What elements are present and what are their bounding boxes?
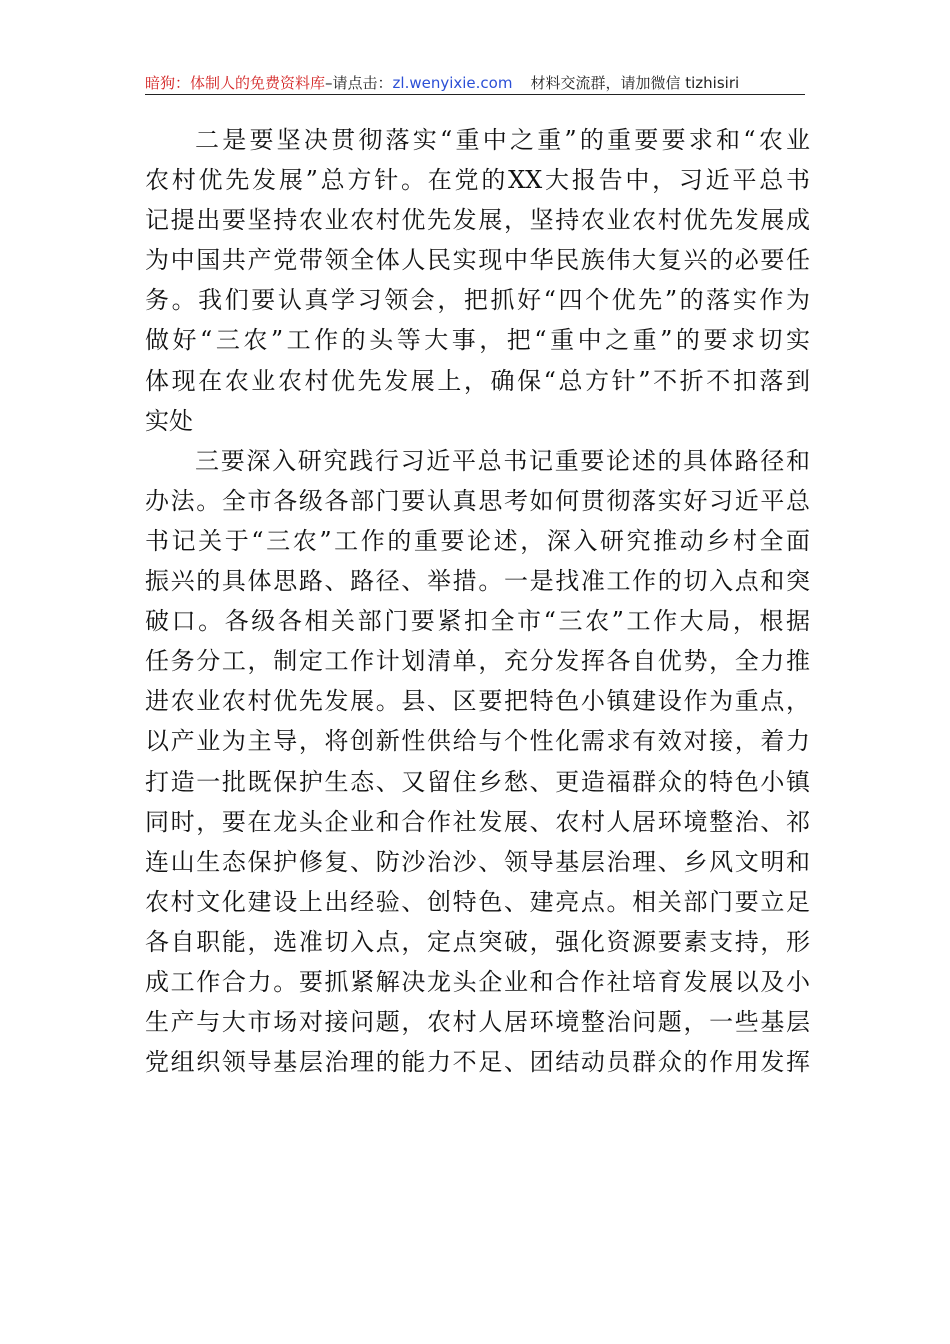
header-brand: 暗狗：体制人的免费资料库 xyxy=(145,74,326,92)
text-line: 做好“三农”工作的头等大事，把“重中之重”的要求切实 xyxy=(145,326,810,355)
text-line: 以产业为主导，将创新性供给与个性化需求有效对接，着力 xyxy=(145,727,810,756)
text-line: 打造一批既保护生态、又留住乡愁、更造福群众的特色小镇 xyxy=(145,767,810,796)
text-line: 书记关于“三农”工作的重要论述，深入研究推动乡村全面 xyxy=(145,526,810,555)
text-line: 农村文化建设上出经验、创特色、建亮点。相关部门要立足 xyxy=(145,887,810,916)
text-line: 实处 xyxy=(145,406,193,435)
header-group-note: 材料交流群，请加微信 tizhisiri xyxy=(530,74,740,92)
text-line: 体现在农业农村优先发展上，确保“总方针”不折不扣落到 xyxy=(145,366,810,395)
text-line: 办法。全市各级各部门要认真思考如何贯彻落实好习近平总 xyxy=(145,486,810,515)
text-line: 务。我们要认真学习领会，把抓好“四个优先”的落实作为 xyxy=(145,286,810,315)
text-line: 任务分工，制定工作计划清单，充分发挥各自优势，全力推 xyxy=(145,647,810,676)
header-click-prefix: –请点击： xyxy=(325,74,393,92)
header-link[interactable]: zl.wenyixie.com xyxy=(392,74,513,92)
text-line: 振兴的具体思路、路径、举措。一是找准工作的切入点和突 xyxy=(145,567,810,596)
text-line: 农村优先发展”总方针。在党的XX大报告中，习近平总书 xyxy=(145,166,810,195)
text-line: 为中国共产党带领全体人民实现中华民族伟大复兴的必要任 xyxy=(145,246,810,275)
text-line: 成工作合力。要抓紧解决龙头企业和合作社培育发展以及小 xyxy=(145,967,810,996)
text-line: 二是要坚决贯彻落实“重中之重”的重要要求和“农业 xyxy=(195,126,810,154)
text-line: 进农业农村优先发展。县、区要把特色小镇建设作为重点， xyxy=(145,687,810,716)
text-line: 党组织领导基层治理的能力不足、团结动员群众的作用发挥 xyxy=(145,1048,810,1077)
text-line: 连山生态保护修复、防沙治沙、领导基层治理、乡风文明和 xyxy=(145,847,810,876)
page-header xyxy=(145,70,805,95)
text-line: 生产与大市场对接问题，农村人居环境整治问题，一些基层 xyxy=(145,1008,810,1037)
text-line: 破口。各级各相关部门要紧扣全市“三农”工作大局，根据 xyxy=(145,607,810,636)
text-line: 记提出要坚持农业农村优先发展，坚持农业农村优先发展成 xyxy=(145,206,810,235)
text-line: 三要深入研究践行习近平总书记重要论述的具体路径和 xyxy=(195,446,810,475)
text-line: 同时，要在龙头企业和合作社发展、农村人居环境整治、祁 xyxy=(145,807,810,836)
text-line: 各自职能，选准切入点，定点突破，强化资源要素支持，形 xyxy=(145,927,810,956)
document-body xyxy=(145,120,810,1082)
